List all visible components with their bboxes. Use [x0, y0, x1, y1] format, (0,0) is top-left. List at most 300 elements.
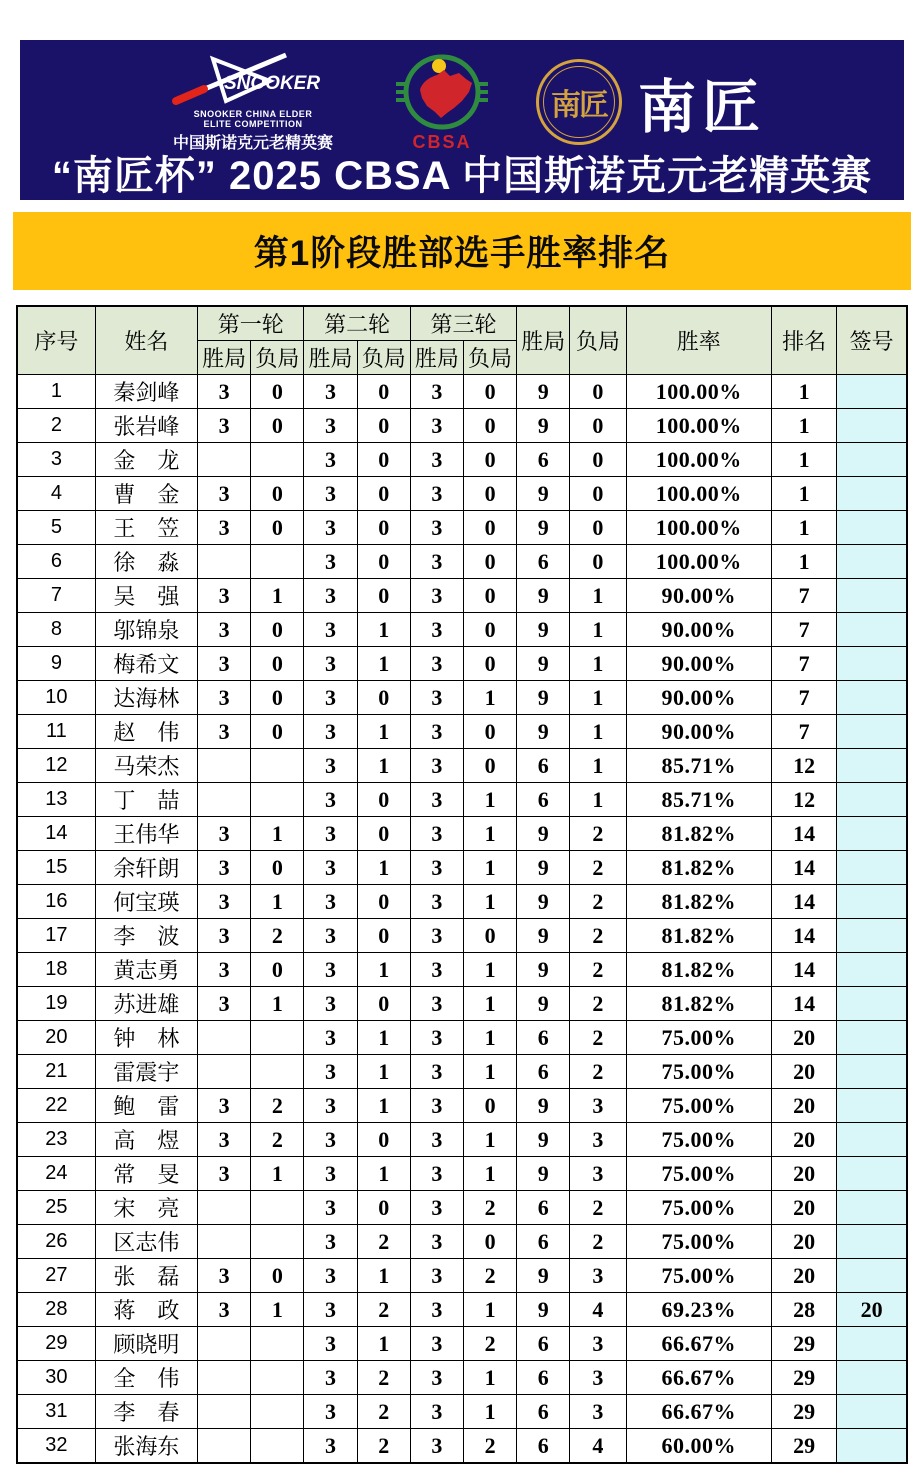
cell-wins: 6: [517, 783, 570, 817]
cell-r3w: 3: [410, 545, 463, 579]
cell-r2l: 1: [357, 715, 410, 749]
cell-r3l: 1: [463, 1361, 516, 1395]
cell-rate: 66.67%: [626, 1361, 771, 1395]
ranking-table-wrap: [16, 305, 908, 1464]
cell-no: 2: [17, 409, 95, 443]
cell-r2w: 3: [304, 1225, 357, 1259]
cell-name: 徐 淼: [95, 545, 197, 579]
cell-rank: 1: [771, 409, 836, 443]
cell-r3l: 0: [463, 409, 516, 443]
cell-name: 王 笠: [95, 511, 197, 545]
cell-r1l: [251, 545, 304, 579]
nanjiang-seal-text: 南匠: [543, 66, 615, 138]
cell-rate: 90.00%: [626, 613, 771, 647]
cell-rank: 20: [771, 1157, 836, 1191]
cell-rate: 81.82%: [626, 953, 771, 987]
cell-rate: 75.00%: [626, 1055, 771, 1089]
cell-r2l: 1: [357, 1089, 410, 1123]
cell-r2w: 3: [304, 1259, 357, 1293]
cell-wins: 9: [517, 1123, 570, 1157]
cell-losses: 2: [570, 987, 626, 1021]
cell-name: 苏进雄: [95, 987, 197, 1021]
cell-r1l: 2: [251, 1123, 304, 1157]
cell-r1w: [198, 783, 251, 817]
cell-losses: 0: [570, 443, 626, 477]
cell-losses: 1: [570, 579, 626, 613]
cell-r2w: 3: [304, 1361, 357, 1395]
cell-r1l: 2: [251, 1089, 304, 1123]
cell-r1w: [198, 545, 251, 579]
subtitle-bar: [13, 212, 911, 290]
table-row: [17, 953, 907, 987]
cell-r1w: 3: [198, 511, 251, 545]
cell-rate: 81.82%: [626, 919, 771, 953]
cell-name: 何宝瑛: [95, 885, 197, 919]
logo-row: [158, 50, 766, 154]
cell-r3w: 3: [410, 1395, 463, 1429]
cell-r2w: 3: [304, 987, 357, 1021]
cell-name: 李 春: [95, 1395, 197, 1429]
cell-r3l: 1: [463, 953, 516, 987]
header-round1: 第一轮: [198, 306, 304, 341]
cell-r2w: 3: [304, 715, 357, 749]
cell-rank: 14: [771, 919, 836, 953]
cell-rank: 1: [771, 511, 836, 545]
event-banner: [20, 40, 904, 200]
cbsa-emblem-icon: [396, 52, 488, 134]
cell-no: 5: [17, 511, 95, 545]
cell-r2l: 1: [357, 647, 410, 681]
cell-r1l: 1: [251, 885, 304, 919]
snooker-logo-line1: SNOOKER CHINA ELDER: [193, 108, 313, 119]
cell-losses: 3: [570, 1123, 626, 1157]
cell-rate: 66.67%: [626, 1327, 771, 1361]
cell-rate: 81.82%: [626, 851, 771, 885]
cell-r3l: 0: [463, 749, 516, 783]
cell-r2w: 3: [304, 545, 357, 579]
cell-wins: 9: [517, 1157, 570, 1191]
cell-r3l: 1: [463, 1123, 516, 1157]
table-row: [17, 1259, 907, 1293]
cell-sign: [837, 953, 907, 987]
cell-r2w: 3: [304, 885, 357, 919]
header-r3-win: 胜局: [410, 341, 463, 375]
cell-r2l: 2: [357, 1395, 410, 1429]
cbsa-logo-label: CBSA: [412, 131, 472, 152]
table-row: [17, 443, 907, 477]
subtitle-text: 第1阶段胜部选手胜率排名: [253, 234, 671, 273]
cell-r2l: 2: [357, 1361, 410, 1395]
cell-r2w: 3: [304, 1021, 357, 1055]
table-row: [17, 1361, 907, 1395]
cell-no: 3: [17, 443, 95, 477]
cell-losses: 2: [570, 953, 626, 987]
cell-no: 24: [17, 1157, 95, 1191]
cell-r3w: 3: [410, 1157, 463, 1191]
cell-sign: [837, 1395, 907, 1429]
cell-sign: [837, 1021, 907, 1055]
cell-rate: 75.00%: [626, 1089, 771, 1123]
cell-r1w: [198, 1429, 251, 1464]
cell-r1l: 0: [251, 647, 304, 681]
cell-name: 常 旻: [95, 1157, 197, 1191]
cell-r1l: [251, 749, 304, 783]
cell-name: 张海东: [95, 1429, 197, 1464]
cell-sign: 20: [837, 1293, 907, 1327]
cell-r2w: 3: [304, 1157, 357, 1191]
cell-r1w: [198, 749, 251, 783]
cell-r1l: [251, 443, 304, 477]
cell-r1l: 1: [251, 579, 304, 613]
header-r1-loss: 负局: [251, 341, 304, 375]
cell-no: 10: [17, 681, 95, 715]
cell-wins: 6: [517, 1021, 570, 1055]
cell-sign: [837, 851, 907, 885]
cell-rank: 12: [771, 783, 836, 817]
cell-r1w: [198, 1395, 251, 1429]
cell-name: 张岩峰: [95, 409, 197, 443]
cell-r1w: [198, 1225, 251, 1259]
cell-r2w: 3: [304, 1191, 357, 1225]
cell-wins: 9: [517, 511, 570, 545]
cell-r3w: 3: [410, 1021, 463, 1055]
cell-wins: 9: [517, 681, 570, 715]
header-rank: 排名: [771, 306, 836, 375]
cell-r3w: 3: [410, 851, 463, 885]
cell-r1l: 0: [251, 511, 304, 545]
cell-r1w: 3: [198, 613, 251, 647]
cell-r2w: 3: [304, 953, 357, 987]
cell-name: 顾晓明: [95, 1327, 197, 1361]
cell-sign: [837, 511, 907, 545]
cell-r2w: 3: [304, 613, 357, 647]
header-round3: 第三轮: [410, 306, 516, 341]
cell-r3l: 0: [463, 613, 516, 647]
cell-r2l: 0: [357, 783, 410, 817]
cell-no: 30: [17, 1361, 95, 1395]
cell-rate: 81.82%: [626, 987, 771, 1021]
cell-name: 全 伟: [95, 1361, 197, 1395]
cell-r2l: 0: [357, 375, 410, 409]
cell-name: 区志伟: [95, 1225, 197, 1259]
cell-losses: 2: [570, 919, 626, 953]
cell-r3w: 3: [410, 885, 463, 919]
cell-r2w: 3: [304, 579, 357, 613]
cell-r1l: [251, 1327, 304, 1361]
cell-r3l: 1: [463, 1021, 516, 1055]
cell-r2l: 1: [357, 953, 410, 987]
table-row: [17, 885, 907, 919]
cbsa-logo: [396, 52, 488, 153]
cell-losses: 1: [570, 715, 626, 749]
cell-losses: 3: [570, 1395, 626, 1429]
cell-rank: 14: [771, 851, 836, 885]
nanjiang-seal-icon: [536, 59, 622, 145]
cell-r1w: 3: [198, 953, 251, 987]
header-r1-win: 胜局: [198, 341, 251, 375]
cell-r3w: 3: [410, 987, 463, 1021]
cell-no: 20: [17, 1021, 95, 1055]
table-row: [17, 851, 907, 885]
cell-losses: 3: [570, 1327, 626, 1361]
cell-rank: 20: [771, 1191, 836, 1225]
cell-no: 16: [17, 885, 95, 919]
cell-r2w: 3: [304, 1089, 357, 1123]
ranking-table: [16, 305, 908, 1464]
cell-r1l: [251, 1191, 304, 1225]
header-r2-win: 胜局: [304, 341, 357, 375]
cell-r2w: 3: [304, 1395, 357, 1429]
snooker-cue-icon: [158, 51, 348, 109]
cell-rate: 90.00%: [626, 681, 771, 715]
cell-name: 雷震宇: [95, 1055, 197, 1089]
cell-rate: 100.00%: [626, 375, 771, 409]
cell-rank: 1: [771, 375, 836, 409]
cell-r3w: 3: [410, 1055, 463, 1089]
cell-r2l: 0: [357, 885, 410, 919]
cell-r2w: 3: [304, 749, 357, 783]
cell-no: 18: [17, 953, 95, 987]
cell-r2l: 0: [357, 1123, 410, 1157]
cell-r3l: 0: [463, 715, 516, 749]
cell-sign: [837, 477, 907, 511]
cell-r1w: 3: [198, 375, 251, 409]
cell-wins: 9: [517, 987, 570, 1021]
cell-no: 6: [17, 545, 95, 579]
cell-r3w: 3: [410, 919, 463, 953]
cell-r1w: 3: [198, 817, 251, 851]
cell-r3w: 3: [410, 1191, 463, 1225]
cell-r3l: 1: [463, 885, 516, 919]
cell-r3w: 3: [410, 749, 463, 783]
cell-losses: 3: [570, 1157, 626, 1191]
cell-r3w: 3: [410, 817, 463, 851]
cell-r2l: 1: [357, 1055, 410, 1089]
cell-wins: 9: [517, 409, 570, 443]
cell-no: 4: [17, 477, 95, 511]
cell-r3w: 3: [410, 1429, 463, 1464]
cell-name: 秦剑峰: [95, 375, 197, 409]
cell-r1w: 3: [198, 715, 251, 749]
cell-r2l: 1: [357, 1157, 410, 1191]
table-row: [17, 1089, 907, 1123]
cell-losses: 1: [570, 647, 626, 681]
cell-name: 宋 亮: [95, 1191, 197, 1225]
snooker-logo-line2: ELITE COMPETITION: [203, 119, 303, 129]
table-row: [17, 409, 907, 443]
cell-r1l: 0: [251, 409, 304, 443]
cell-name: 黄志勇: [95, 953, 197, 987]
cell-r3l: 2: [463, 1191, 516, 1225]
cell-rate: 100.00%: [626, 477, 771, 511]
cell-sign: [837, 919, 907, 953]
table-body: [17, 375, 907, 1464]
cell-r2w: 3: [304, 1123, 357, 1157]
cell-r1w: [198, 1361, 251, 1395]
cell-no: 11: [17, 715, 95, 749]
header-name: 姓名: [95, 306, 197, 375]
cell-wins: 6: [517, 1361, 570, 1395]
cell-r1l: [251, 1021, 304, 1055]
header-rate: 胜率: [626, 306, 771, 375]
cell-wins: 6: [517, 1395, 570, 1429]
cell-rate: 90.00%: [626, 647, 771, 681]
table-row: [17, 511, 907, 545]
cell-r2l: 0: [357, 681, 410, 715]
table-row: [17, 579, 907, 613]
cell-r3l: 0: [463, 375, 516, 409]
cell-r3l: 0: [463, 1225, 516, 1259]
cell-sign: [837, 647, 907, 681]
cell-r1l: 0: [251, 851, 304, 885]
cell-rate: 75.00%: [626, 1225, 771, 1259]
cell-sign: [837, 1361, 907, 1395]
cell-rank: 14: [771, 817, 836, 851]
cell-rank: 14: [771, 987, 836, 1021]
cell-rank: 7: [771, 647, 836, 681]
cell-wins: 9: [517, 1089, 570, 1123]
cell-wins: 6: [517, 1429, 570, 1464]
cell-sign: [837, 987, 907, 1021]
cell-r2l: 0: [357, 1191, 410, 1225]
cell-r3w: 3: [410, 1293, 463, 1327]
cell-losses: 0: [570, 409, 626, 443]
cell-rate: 90.00%: [626, 715, 771, 749]
cell-rank: 28: [771, 1293, 836, 1327]
cell-name: 马荣杰: [95, 749, 197, 783]
cell-rate: 75.00%: [626, 1021, 771, 1055]
cell-r3l: 1: [463, 1395, 516, 1429]
cell-rank: 7: [771, 613, 836, 647]
cell-r3l: 0: [463, 477, 516, 511]
cell-r3w: 3: [410, 1327, 463, 1361]
cell-rate: 81.82%: [626, 885, 771, 919]
table-row: [17, 817, 907, 851]
cell-r1w: [198, 1191, 251, 1225]
cell-r2l: 1: [357, 1327, 410, 1361]
cell-r1l: [251, 1225, 304, 1259]
cell-sign: [837, 579, 907, 613]
cell-rate: 85.71%: [626, 749, 771, 783]
cell-rate: 81.82%: [626, 817, 771, 851]
cell-r2l: 1: [357, 1259, 410, 1293]
cell-r1w: 3: [198, 1259, 251, 1293]
table-row: [17, 1327, 907, 1361]
header-r3-loss: 负局: [463, 341, 516, 375]
cell-losses: 0: [570, 375, 626, 409]
cell-losses: 3: [570, 1089, 626, 1123]
cell-no: 23: [17, 1123, 95, 1157]
cell-losses: 0: [570, 511, 626, 545]
cell-r3l: 1: [463, 1293, 516, 1327]
cell-r1w: 3: [198, 1123, 251, 1157]
cell-r1w: 3: [198, 987, 251, 1021]
cell-rank: 7: [771, 715, 836, 749]
cell-no: 31: [17, 1395, 95, 1429]
cell-losses: 1: [570, 783, 626, 817]
cell-r3w: 3: [410, 443, 463, 477]
cell-r1l: 0: [251, 375, 304, 409]
cell-no: 22: [17, 1089, 95, 1123]
cell-r2l: 1: [357, 851, 410, 885]
cell-no: 25: [17, 1191, 95, 1225]
cell-wins: 9: [517, 477, 570, 511]
table-row: [17, 783, 907, 817]
table-row: [17, 1021, 907, 1055]
cell-no: 14: [17, 817, 95, 851]
cell-rank: 29: [771, 1395, 836, 1429]
cell-r2w: 3: [304, 1055, 357, 1089]
cell-r3l: 1: [463, 681, 516, 715]
cell-wins: 9: [517, 851, 570, 885]
cell-r2l: 2: [357, 1225, 410, 1259]
cell-name: 李 波: [95, 919, 197, 953]
cell-no: 28: [17, 1293, 95, 1327]
cell-r1l: 1: [251, 987, 304, 1021]
cell-sign: [837, 1157, 907, 1191]
cell-losses: 3: [570, 1361, 626, 1395]
cell-sign: [837, 409, 907, 443]
table-row: [17, 987, 907, 1021]
cell-losses: 0: [570, 545, 626, 579]
cell-r1l: 0: [251, 715, 304, 749]
table-row: [17, 477, 907, 511]
cell-r3w: 3: [410, 1123, 463, 1157]
cell-no: 19: [17, 987, 95, 1021]
cell-r2l: 0: [357, 579, 410, 613]
nanjiang-logo-label: 南匠: [637, 75, 766, 140]
cell-rate: 100.00%: [626, 409, 771, 443]
cell-r1l: [251, 1429, 304, 1464]
cell-r3w: 3: [410, 1259, 463, 1293]
cell-r3l: 2: [463, 1327, 516, 1361]
cell-r2w: 3: [304, 1293, 357, 1327]
table-header: [17, 306, 907, 375]
cell-losses: 2: [570, 885, 626, 919]
cell-losses: 2: [570, 1021, 626, 1055]
header-r2-loss: 负局: [357, 341, 410, 375]
cell-no: 1: [17, 375, 95, 409]
header-round2: 第二轮: [304, 306, 410, 341]
cell-sign: [837, 443, 907, 477]
cell-r3l: 1: [463, 1157, 516, 1191]
cell-r2l: 0: [357, 409, 410, 443]
cell-name: 赵 伟: [95, 715, 197, 749]
cell-r1w: [198, 1021, 251, 1055]
cell-name: 钟 林: [95, 1021, 197, 1055]
cell-wins: 6: [517, 1327, 570, 1361]
cell-name: 吴 强: [95, 579, 197, 613]
cell-r1w: 3: [198, 477, 251, 511]
cell-losses: 1: [570, 749, 626, 783]
cell-wins: 9: [517, 579, 570, 613]
cell-no: 15: [17, 851, 95, 885]
cell-r3l: 0: [463, 647, 516, 681]
nanjiang-logo: [536, 59, 766, 145]
cell-r2l: 0: [357, 545, 410, 579]
cell-name: 鲍 雷: [95, 1089, 197, 1123]
cell-name: 高 煜: [95, 1123, 197, 1157]
cell-r1l: 0: [251, 477, 304, 511]
table-row: [17, 1157, 907, 1191]
cell-r2w: 3: [304, 919, 357, 953]
table-row: [17, 1123, 907, 1157]
cell-no: 7: [17, 579, 95, 613]
cell-wins: 6: [517, 1055, 570, 1089]
cell-r1w: 3: [198, 851, 251, 885]
cell-wins: 9: [517, 885, 570, 919]
header-win: 胜局: [517, 306, 570, 375]
